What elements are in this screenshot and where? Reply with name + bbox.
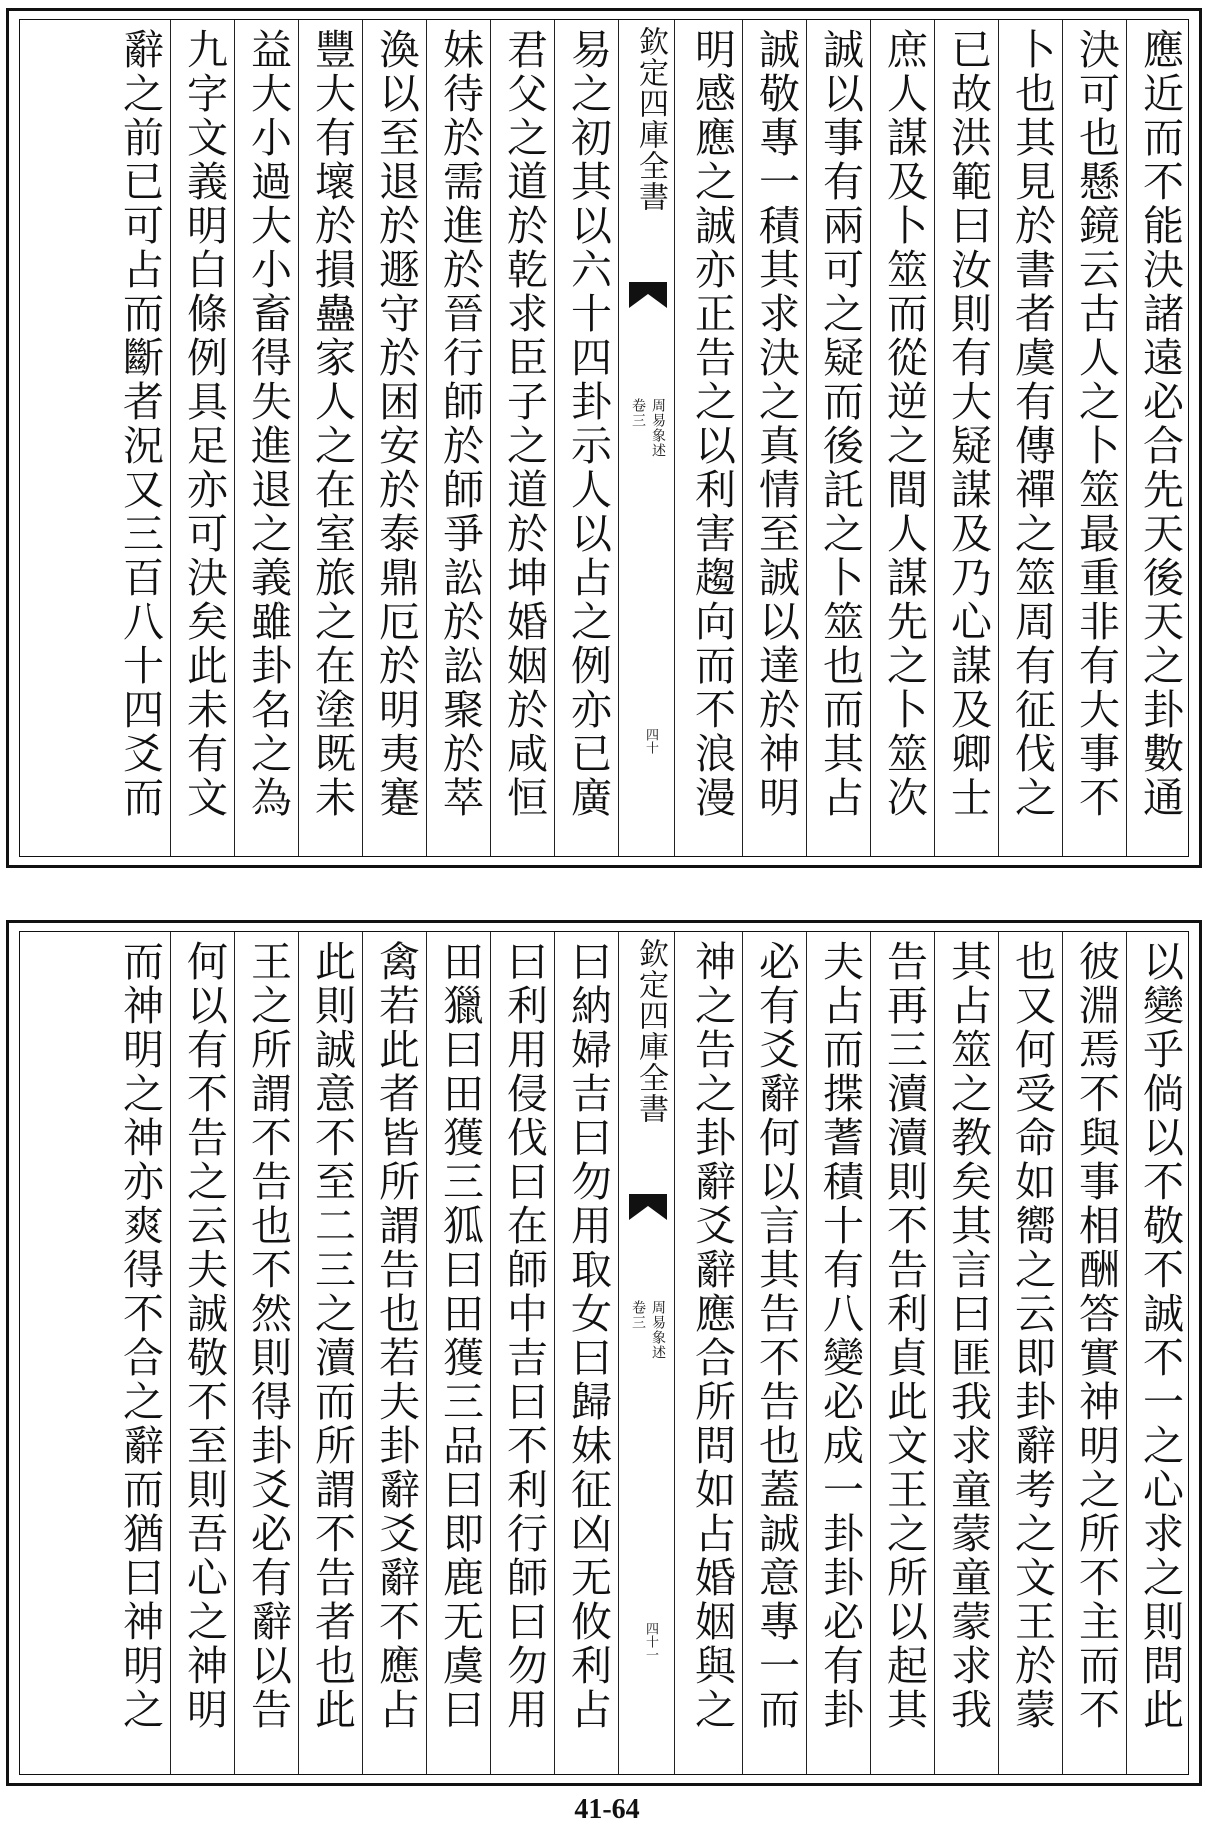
text-column: 何以有不告之云夫誠敬不至則吾心之神明 [180,940,228,1732]
text-column: 應近而不能決諸遠必合先天後天之卦數通 [1136,28,1184,820]
text-column: 神之告之卦辭爻辭應合所問如占婚姻與之 [688,940,736,1732]
text-column: 庶人謀及卜筮而從逆之間人謀先之卜筮次 [880,28,928,820]
text-column: 告再三瀆瀆則不告利貞此文王之所以起其 [880,940,928,1732]
text-column: 夫占而揲蓍積十有八變必成一卦卦必有卦 [816,940,864,1732]
book-subtitle: 周易象述 [650,1300,666,1360]
text-column: 九字文義明白條例具足亦可決矣此未有文 [180,28,228,820]
text-column: 禽若此者皆所謂告也若夫卦辭爻辭不應占 [372,940,420,1732]
book-title: 欽定四庫全書 [633,26,668,212]
fishtail-mark-icon [629,1194,667,1220]
page-number: 四十 [643,728,658,754]
text-column: 卜也其見於書者虞有傳禪之筮周有征伐之 [1008,28,1056,820]
text-column: 彼淵焉不與事相酬答實神明之所不主而不 [1072,940,1120,1732]
text-column: 而神明之神亦爽得不合之辭而猶曰神明之 [116,940,164,1732]
text-column: 誠敬專一積其求決之真情至誠以達於神明 [752,28,800,820]
text-column: 益大小過大小畜得失進退之義雖卦名之為 [244,28,292,820]
text-column: 已故洪範曰汝則有大疑謀及乃心謀及卿士 [944,28,992,820]
text-column: 明感應之誠亦正告之以利害趨向而不浪漫 [688,28,736,820]
fishtail-mark-icon [629,282,667,308]
text-column: 易之初其以六十四卦示人以占之例亦已廣 [564,28,612,820]
text-column: 也又何受命如嚮之云即卦辭考之文王於蒙 [1008,940,1056,1732]
text-column: 渙以至退於遯守於困安於泰鼎厄於明夷蹇 [372,28,420,820]
text-column: 其占筮之教矣其言曰匪我求童蒙童蒙求我 [944,940,992,1732]
text-column: 豐大有壞於損蠱家人之在室旅之在塗既未 [308,28,356,820]
page-bottom [6,920,1202,1786]
page-number: 四十一 [643,1622,658,1661]
text-column: 此則誠意不至二三之瀆而所謂不告者也此 [308,940,356,1732]
page-top [6,8,1202,868]
volume-label: 卷三 [630,1300,646,1330]
page-frame [19,19,1189,857]
text-column: 以變乎倘以不敬不誠不一之心求之則問此 [1136,940,1184,1732]
text-column: 辭之前已可占而斷者況又三百八十四爻而 [116,28,164,820]
text-column: 君父之道於乾求臣子之道於坤婚姻於咸恒 [500,28,548,820]
text-column: 曰納婦吉曰勿用取女曰歸妹征凶无攸利占 [564,940,612,1732]
book-title: 欽定四庫全書 [633,938,668,1124]
text-column: 妹待於需進於晉行師於師爭訟於訟聚於萃 [436,28,484,820]
text-column: 決可也懸鏡云古人之卜筮最重非有大事不 [1072,28,1120,820]
volume-label: 卷三 [630,398,646,428]
page-center-heading [626,932,672,1774]
page-frame [19,931,1189,1775]
text-column: 必有爻辭何以言其告不告也蓋誠意專一而 [752,940,800,1732]
footer-page-reference: 41-64 [574,1794,640,1825]
text-column: 王之所謂不告也不然則得卦爻必有辭以告 [244,940,292,1732]
text-column: 曰利用侵伐曰在師中吉曰不利行師曰勿用 [500,940,548,1732]
text-column: 田獵曰田獲三狐曰田獲三品曰即鹿无虞曰 [436,940,484,1732]
text-column: 誠以事有兩可之疑而後託之卜筮也而其占 [816,28,864,820]
page-center-heading [626,20,672,856]
book-subtitle: 周易象述 [650,398,666,458]
